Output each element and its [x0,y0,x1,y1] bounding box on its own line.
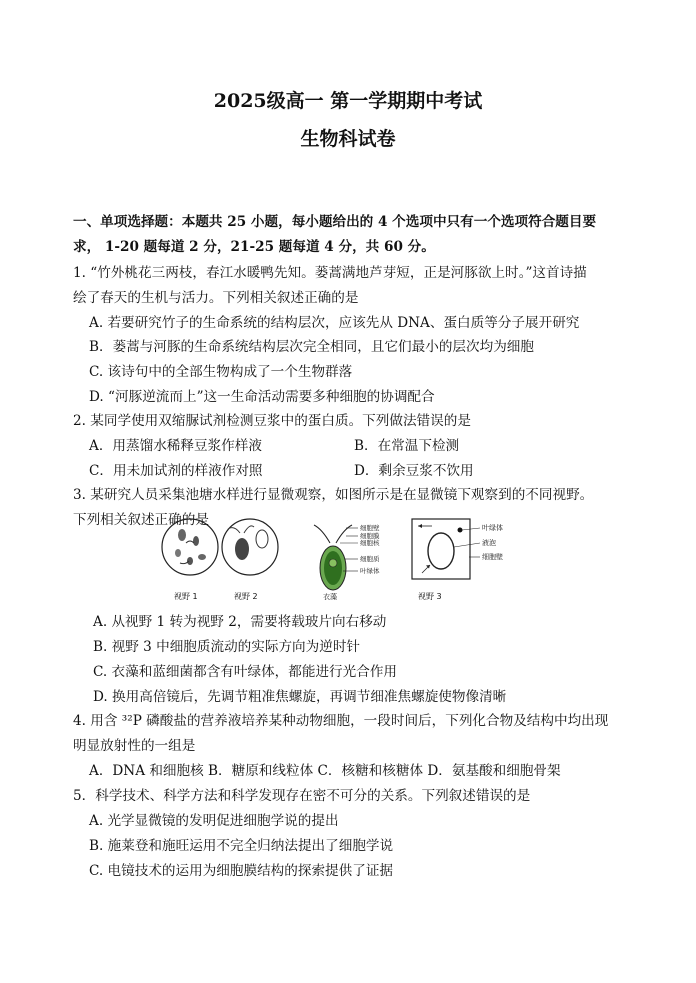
q5-option-a: A. 光学显微镜的发明促进细胞学说的提出 [89,813,339,829]
view3-label: 视野 3 [418,592,442,601]
label-chloroplast: 叶绿体 [360,567,380,575]
label-view3-chloroplast: 叶绿体 [482,524,503,532]
exam-title: 2025级高一 第一学期期中考试 [213,90,483,112]
q5-option-b: B. 施莱登和施旺运用不完全归纳法提出了细胞学说 [89,838,394,854]
view3-diagram [412,519,480,579]
view2-label: 视野 2 [234,592,258,601]
label-nucleus: 细胞核 [360,539,380,547]
q2-stem: 2. 某同学使用双缩脲试剂检测豆浆中的蛋白质。下列做法错误的是 [73,413,471,429]
alga-diagram [314,525,358,590]
q1-option-d: D. “河豚逆流而上”这一生命活动需要多种细胞的协调配合 [89,389,435,405]
q3-option-d: D. 换用高倍镜后，先调节粗准焦螺旋，再调节细准焦螺旋使物像清晰 [93,689,507,705]
q2-option-c: C．用未加试剂的样液作对照 [89,463,263,479]
view2-diagram [222,519,278,575]
q2-option-b: B．在常温下检测 [354,438,460,454]
q4-stem-line1: 4. 用含 ³²P 磷酸盐的营养液培养某种动物细胞，一段时间后，下列化合物及结构中均出现 [73,713,609,729]
q3-option-b: B. 视野 3 中细胞质流动的实际方向为逆时针 [93,639,361,655]
q3-option-c: C. 衣藻和蓝细菌都含有叶绿体，都能进行光合作用 [93,664,398,680]
q1-stem-line1: 1. “竹外桃花三两枝，春江水暖鸭先知。蒌蒿满地芦芽短，正是河豚欲上时。”这首诗描 [73,265,587,281]
q3-stem-line2: 下列相关叙述正确的是 [73,512,209,528]
label-cell-membrane: 细胞膜 [360,532,380,540]
q5-stem: 5．科学技术、科学方法和科学发现存在密不可分的关系。下列叙述错误的是 [73,788,531,804]
q2-option-d: D．剩余豆浆不饮用 [354,463,474,479]
view1-label: 视野 1 [174,592,198,601]
q1-option-b: B．蒌蒿与河豚的生命系统结构层次完全相同，且它们最小的层次均为细胞 [89,339,534,355]
q1-stem-line2: 绘了春天的生机与活力。下列相关叙述正确的是 [73,290,359,306]
section-instructions-line2: 求， 1-20 题每道 2 分，21-25 题每道 4 分，共 60 分。 [73,239,435,255]
q1-option-c: C. 该诗句中的全部生物构成了一个生物群落 [89,364,353,380]
q3-option-a: A. 从视野 1 转为视野 2，需要将载玻片向右移动 [93,614,387,630]
q5-option-c: C. 电镜技术的运用为细胞膜结构的探索提供了证据 [89,863,394,879]
view1-diagram [162,519,218,575]
q3-microscope-figure [160,513,580,605]
label-alga: 衣藻 [323,593,337,601]
q2-option-a: A．用蒸馏水稀释豆浆作样液 [89,438,262,454]
label-cytoplasm: 细胞质 [360,555,380,563]
label-view3-vacuole: 液泡 [482,539,496,547]
label-view3-cell-wall: 细胞壁 [482,553,503,561]
q4-options: A．DNA 和细胞核 B．糖原和线粒体 C．核糖和核糖体 D．氨基酸和细胞骨架 [89,763,561,779]
q1-option-a: A. 若要研究竹子的生命系统的结构层次，应该先从 DNA、蛋白质等分子展开研究 [89,315,580,331]
q3-stem-line1: 3. 某研究人员采集池塘水样进行显微观察，如图所示是在显微镜下观察到的不同视野。 [73,487,594,503]
q4-stem-line2: 明显放射性的一组是 [73,738,196,754]
exam-subtitle: 生物科试卷 [300,128,396,150]
label-cell-wall: 细胞壁 [360,524,380,532]
section-instructions-line1: 一、单项选择题：本题共 25 小题，每小题给出的 4 个选项中只有一个选项符合题目要 [73,214,597,230]
